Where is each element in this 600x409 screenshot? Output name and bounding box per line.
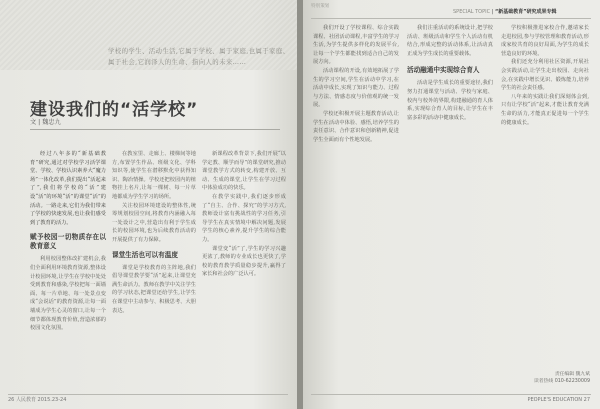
running-header: SPECIAL TOPIC | “新基础教育”研究成果专辑	[453, 9, 557, 15]
intro-paragraph: 经过八年多的“新基础教育”研究,通过对学校学习活学课堂、学校、学校认识素养大“魔力场”一体化改革,我们提出“活起来了”,我们将学校的“活”建设“活”的环境“活”的课堂“活”的活动。一路走来,它们为我们带来了学校的快速发展,也让我们感受到了教育的活力。	[30, 151, 106, 226]
paragraph: 新课程改革背景下,我们开展“以学定教、顺学而导”的课堂研究,推动课堂教学方式的转变,构建开放、互动、生成的课堂,让学生在学习过程中体验成功的快乐。	[202, 151, 286, 192]
paragraph: 在教室里、走廊上、楼梯间等地方,布置学生作品、班级文化、学科知识等,使学生在潜移默化中获得知识、陶冶情操。学校还把校园内的植物挂上名片,让每一棵树、每一片草地都成为学生学习的场所。	[112, 151, 196, 200]
page-footer: PEOPLE'S EDUCATION 27	[527, 397, 590, 403]
right-column-1	[313, 24, 399, 144]
subheading-classroom: 课堂生活也可以有温度	[112, 250, 178, 259]
right-column-2	[407, 24, 493, 122]
paragraph: 在教学实践中,我们逐步形成了“自主、合作、探究”的学习方式,教师设计富有挑战性的学习任务,引导学生在真实情境中解决问题,发展学生的核心素养,提升学生的综合能力。	[202, 193, 286, 243]
article-title: 建设我们的“活学校”	[30, 100, 199, 120]
running-header-series: “新基础教育”研究成果专辑	[494, 9, 557, 15]
paragraph: 利用校园整体改扩建机会,我们全面利用环境教育资源,整体设计校园环境,让学生在学校中处处受到教育和感染,学校把每一面墙面、每一片草地、每一处景点变成“会说话”的教育资源,让每一面墙成为学生心灵的窗口,让每一个细节都体现教育价值,营造浓郁的校园文化氛围。	[30, 256, 106, 332]
paragraph: 关注校园环境建设的整体性,统筹规划校园空间,将教育内涵融入每一处设计之中,营造出有利于学生成长的校园环境,也为后续教育活动的开展提供了有力保障。	[112, 202, 196, 243]
paragraph: 活动是学生成长的重要途径,我们努力打通课堂与活动、学校与家庭、校内与校外的界限,构建融通的育人体系,实现综合育人的目标,让学生在丰富多彩的活动中健康成长。	[407, 80, 493, 121]
byline: 文 | 魏忠九	[30, 119, 61, 126]
paragraph: 八年来的实践让我们深刻体会到,只有让学校“活”起来,才能让教育充满生命的活力,才能真正促进每一个学生的健康成长。	[501, 93, 589, 126]
subheading-campus: 赋予校园一切物质存在以教育意义	[30, 233, 106, 251]
lede-quote: 学校的学生、活动生活,它属于学校、属于家庭,也属于家庭、属于社会,它润泽人的生命、指向人的未来……	[108, 47, 290, 66]
subheading-integration: 活动融通中实现综合育人	[407, 66, 480, 75]
left-column-3	[202, 150, 286, 279]
header-rule	[311, 18, 591, 19]
section-tag: 特别策划	[311, 4, 330, 9]
left-column-2	[112, 150, 196, 315]
editor-credit: 责任编辑 魏九斌 读者热线 010-62230009	[533, 372, 590, 384]
paragraph: 我们注重活动的系统设计,把学校活动、班级活动和学生个人活动有机结合,形成完整的活动体系,让活动真正成为学生成长的重要载体。	[407, 25, 493, 57]
paragraph: 我们开设了学校课程、综合实践课程、社团活动课程,丰富学生的学习生活,为学生提供多样化的发展平台,让每一个学生都能找到适合自己的发展方向。	[313, 25, 399, 66]
footer-rule	[8, 394, 288, 395]
paragraph: 课堂是学校教育的主阵地,我们倡导课堂教学要“活”起来,让课堂充满生命活力。教师在教学中关注学生的学习状态,把课堂还给学生,让学生在课堂中主动参与、积极思考、大胆表达。	[112, 264, 196, 314]
page-footer: 26 人民教育 2015.23-24	[8, 397, 67, 403]
footer-rule	[311, 394, 591, 395]
paragraph: 课堂变“活”了,学生的学习兴趣更浓了,教师的专业成长也更快了,学校的教育教学质量稳步提升,赢得了家长和社会的广泛认可。	[202, 245, 286, 278]
left-column-1	[30, 150, 106, 333]
paragraph: 学校积极推进家校合作,邀请家长走进校园,参与学校管理和教育活动,形成家校共育的良好局面,为学生的成长营造良好的环境。	[501, 25, 589, 57]
title-divider	[30, 129, 280, 130]
paragraph: 我们还充分利用社区资源,开展社会实践活动,让学生走出校园、走向社会,在实践中增长见识、锻炼能力,培养学生的社会责任感。	[501, 59, 589, 92]
right-page	[303, 0, 600, 409]
paragraph: 学校还积极开展主题教育活动,让学生在活动中体验、感悟,培养学生的责任意识、合作意识和创新精神,促进学生全面而有个性地发展。	[313, 110, 399, 143]
right-column-3	[501, 24, 589, 127]
running-header-topic: SPECIAL TOPIC	[453, 9, 491, 15]
left-page	[0, 0, 297, 409]
paragraph: 活动课程的开设,有效地拓展了学生的学习空间,学生在活动中学习,在活动中成长,实现了知识与能力、过程与方法、情感态度与价值观的统一发展。	[313, 67, 399, 109]
